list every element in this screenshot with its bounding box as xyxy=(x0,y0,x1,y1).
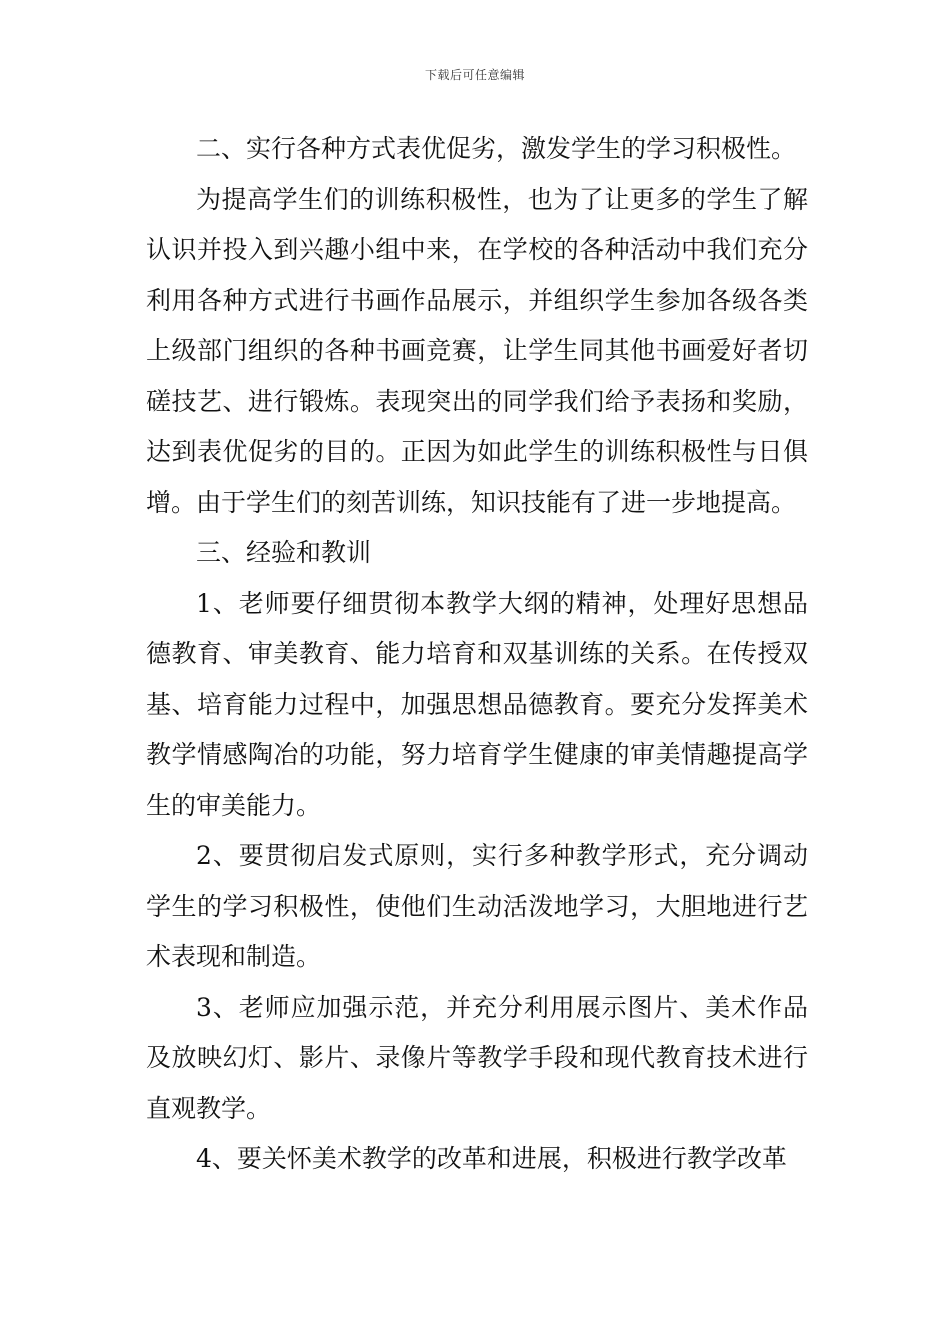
paragraph: 4、要关怀美术教学的改革和进展，积极进行教学改革 xyxy=(196,1144,787,1173)
paragraph: 3、老师应加强示范，并充分利用展示图片、美术作品及放映幻灯、影片、录像片等教学手段和现代教育技术进行直观教学。 xyxy=(146,992,808,1123)
section-heading-3: 三、经验和教训 xyxy=(196,538,372,567)
page-header: 下载后可任意编辑 xyxy=(424,68,525,82)
document-body xyxy=(146,124,808,1185)
paragraph: 为提高学生们的训练积极性，也为了让更多的学生了解认识并投入到兴趣小组中来，在学校的各种活动中我们充分利用各种方式进行书画作品展示，并组织学生参加各级各类上级部门组织的各种书画竞赛，让学生同其他书画爱好者切磋技艺、进行锻炼。表现突出的同学我们给予表扬和奖励，达到表优促劣的目的。正因为如此学生的训练积极性与日俱增。由于学生们的刻苦训练，知识技能有了进一步地提高。 xyxy=(146,184,808,517)
section-heading-2: 二、实行各种方式表优促劣，激发学生的学习积极性。 xyxy=(196,134,797,163)
paragraph: 2、要贯彻启发式原则，实行多种教学形式，充分调动学生的学习积极性，使他们生动活泼地学习，大胆地进行艺术表现和制造。 xyxy=(146,841,808,971)
paragraph: 1、老师要仔细贯彻本教学大纲的精神，处理好思想品德教育、审美教育、能力培育和双基训练的关系。在传授双基、培育能力过程中，加强思想品德教育。要充分发挥美术教学情感陶冶的功能，努力培育学生健康的审美情趣提高学生的审美能力。 xyxy=(146,588,808,820)
